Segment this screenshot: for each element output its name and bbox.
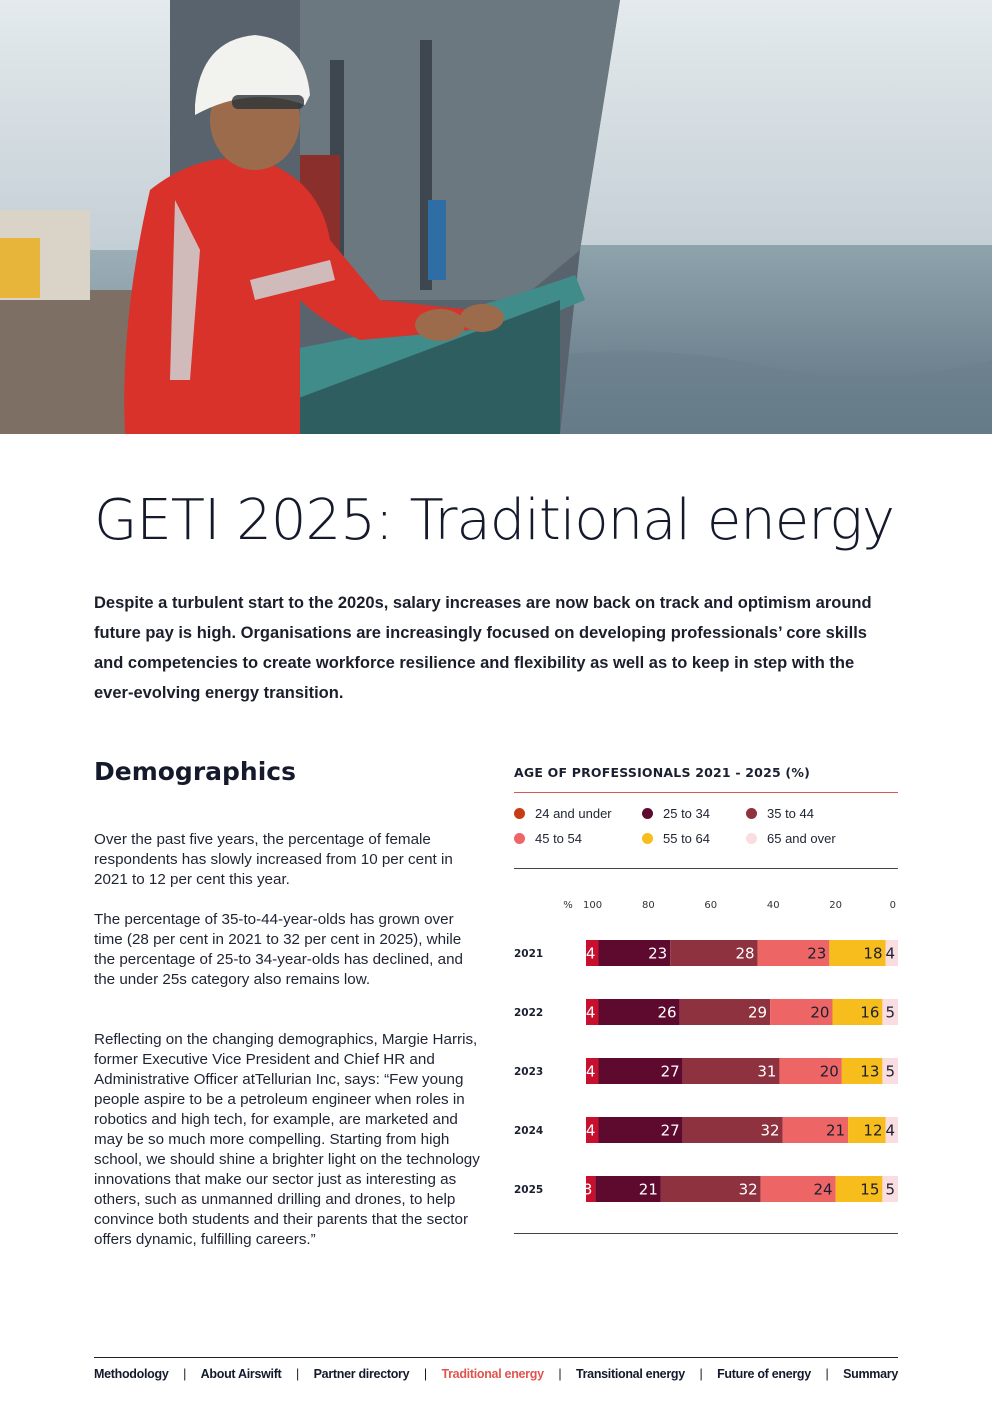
data-label: 3 bbox=[582, 1180, 593, 1199]
data-label: 4 bbox=[585, 1062, 596, 1081]
hero-photo bbox=[0, 0, 992, 434]
data-label: 4 bbox=[585, 1121, 596, 1140]
chart-title-rule bbox=[514, 792, 898, 793]
footer-link-future-of-energy[interactable]: Future of energy bbox=[717, 1367, 811, 1381]
footer-link-traditional-energy[interactable]: Traditional energy bbox=[441, 1367, 544, 1381]
data-label: 24 bbox=[813, 1180, 833, 1199]
legend-label: 25 to 34 bbox=[663, 806, 710, 821]
page-title: GETI 2025: Traditional energy bbox=[94, 488, 895, 553]
legend-dot bbox=[642, 808, 653, 819]
footer-separator: | bbox=[296, 1367, 299, 1381]
axis-tick-label: 40 bbox=[766, 900, 780, 911]
data-label: 23 bbox=[807, 944, 827, 963]
data-label: 15 bbox=[860, 1180, 880, 1199]
axis-tick-label: 100 bbox=[583, 900, 603, 911]
footer-separator: | bbox=[558, 1367, 562, 1381]
data-label: 29 bbox=[747, 1003, 768, 1022]
footer-separator: | bbox=[825, 1367, 829, 1381]
data-label: 13 bbox=[860, 1062, 880, 1081]
data-label: 27 bbox=[660, 1121, 680, 1140]
data-label: 32 bbox=[738, 1180, 758, 1199]
data-label: 5 bbox=[885, 1062, 895, 1081]
data-label: 12 bbox=[863, 1121, 883, 1140]
legend-item bbox=[514, 806, 612, 821]
legend-item bbox=[642, 806, 710, 821]
legend-dot bbox=[642, 833, 653, 844]
footer-link-methodology[interactable]: Methodology bbox=[94, 1367, 169, 1381]
demographics-paragraph-2: The percentage of 35-to-44-year-olds has grown over time (28 per cent in 2021 to 32 per cent in 2025), while the percentage of 25-to 34-year-olds has declined, and the under 25s category also remains low. bbox=[94, 911, 463, 988]
category-label: 2025 bbox=[514, 1184, 544, 1196]
offshore-worker-illustration bbox=[0, 0, 992, 434]
data-label: 4 bbox=[885, 944, 895, 963]
footer-separator: | bbox=[699, 1367, 703, 1381]
data-label: 20 bbox=[810, 1003, 830, 1022]
legend-dot bbox=[746, 833, 757, 844]
data-label: 31 bbox=[757, 1062, 777, 1081]
data-label: 4 bbox=[885, 1121, 895, 1140]
demographics-heading: Demographics bbox=[94, 757, 296, 786]
data-label: 27 bbox=[660, 1062, 680, 1081]
legend-dot bbox=[514, 833, 525, 844]
axis-tick-label: 0 bbox=[889, 900, 896, 911]
data-label: 26 bbox=[657, 1003, 677, 1022]
data-label: 4 bbox=[585, 1003, 596, 1022]
data-label: 21 bbox=[825, 1121, 846, 1140]
demographics-paragraph-3: Reflecting on the changing demographics, Margie Harris, former Executive Vice President and Chief HR and Administrative Officer atTellurian Inc, says: “Few young people aspire to be a petroleum engineer when roles in robotics and high tech, for example, are marketed and may be so much more compelling. Starting from high school, we should shine a brighter light on the technology innovations that make our sector just as interesting as others, such as unmanned drilling and drones, to help convince both students and their parents that the sector offers dynamic, fulfilling careers.” bbox=[94, 1031, 480, 1248]
legend-label: 65 and over bbox=[767, 831, 836, 846]
footer-link-transitional-energy[interactable]: Transitional energy bbox=[575, 1367, 685, 1381]
footer-link-summary[interactable]: Summary bbox=[843, 1367, 898, 1381]
data-label: 5 bbox=[885, 1003, 895, 1022]
legend-label: 35 to 44 bbox=[767, 806, 814, 821]
data-label: 23 bbox=[648, 944, 668, 963]
axis-tick-label: 60 bbox=[704, 900, 718, 911]
legend-item bbox=[746, 806, 814, 821]
legend-label: 45 to 54 bbox=[535, 831, 582, 846]
data-label: 16 bbox=[860, 1003, 880, 1022]
footer-link-partner-directory[interactable]: Partner directory bbox=[313, 1367, 410, 1381]
axis-unit-label: % bbox=[563, 900, 573, 911]
chart-title: AGE OF PROFESSIONALS 2021 - 2025 (%) bbox=[514, 765, 810, 780]
footer-link-about-airswift[interactable]: About Airswift bbox=[200, 1367, 282, 1381]
data-label: 32 bbox=[760, 1121, 780, 1140]
chart-legend bbox=[514, 806, 898, 856]
footer-nav bbox=[94, 1367, 898, 1381]
category-label: 2023 bbox=[514, 1066, 544, 1078]
category-label: 2022 bbox=[514, 1007, 544, 1019]
footer-separator: | bbox=[183, 1367, 187, 1381]
chart-divider-bottom bbox=[514, 1233, 898, 1234]
legend-item bbox=[642, 831, 710, 846]
category-label: 2021 bbox=[514, 948, 544, 960]
data-label: 5 bbox=[885, 1180, 895, 1199]
intro-paragraph: Despite a turbulent start to the 2020s, salary increases are now back on track and optimism around future pay is high. Organisations are increasingly focused on developing professionals’ core skills and competencies to create workforce resilience and flexibility as well as to keep in step with the ever-evolving energy transition. bbox=[94, 594, 872, 702]
stacked-bar-chart bbox=[514, 890, 898, 1220]
data-label: 20 bbox=[819, 1062, 839, 1081]
data-label: 4 bbox=[585, 944, 596, 963]
legend-item bbox=[514, 831, 582, 846]
demographics-paragraph-1: Over the past five years, the percentage of female respondents has slowly increased from 10 per cent in 2021 to 12 per cent this year. bbox=[94, 831, 453, 888]
footer-separator: | bbox=[423, 1367, 427, 1381]
legend-dot bbox=[746, 808, 757, 819]
footer-rule bbox=[94, 1357, 898, 1358]
legend-dot bbox=[514, 808, 525, 819]
data-label: 28 bbox=[735, 944, 755, 963]
axis-tick-label: 20 bbox=[829, 900, 842, 911]
data-label: 21 bbox=[638, 1180, 658, 1199]
chart-divider-top bbox=[514, 868, 898, 869]
legend-item bbox=[746, 831, 836, 846]
data-label: 18 bbox=[863, 944, 883, 963]
axis-tick-label: 80 bbox=[642, 900, 655, 911]
category-label: 2024 bbox=[514, 1125, 544, 1137]
legend-label: 24 and under bbox=[535, 806, 612, 821]
legend-label: 55 to 64 bbox=[663, 831, 710, 846]
